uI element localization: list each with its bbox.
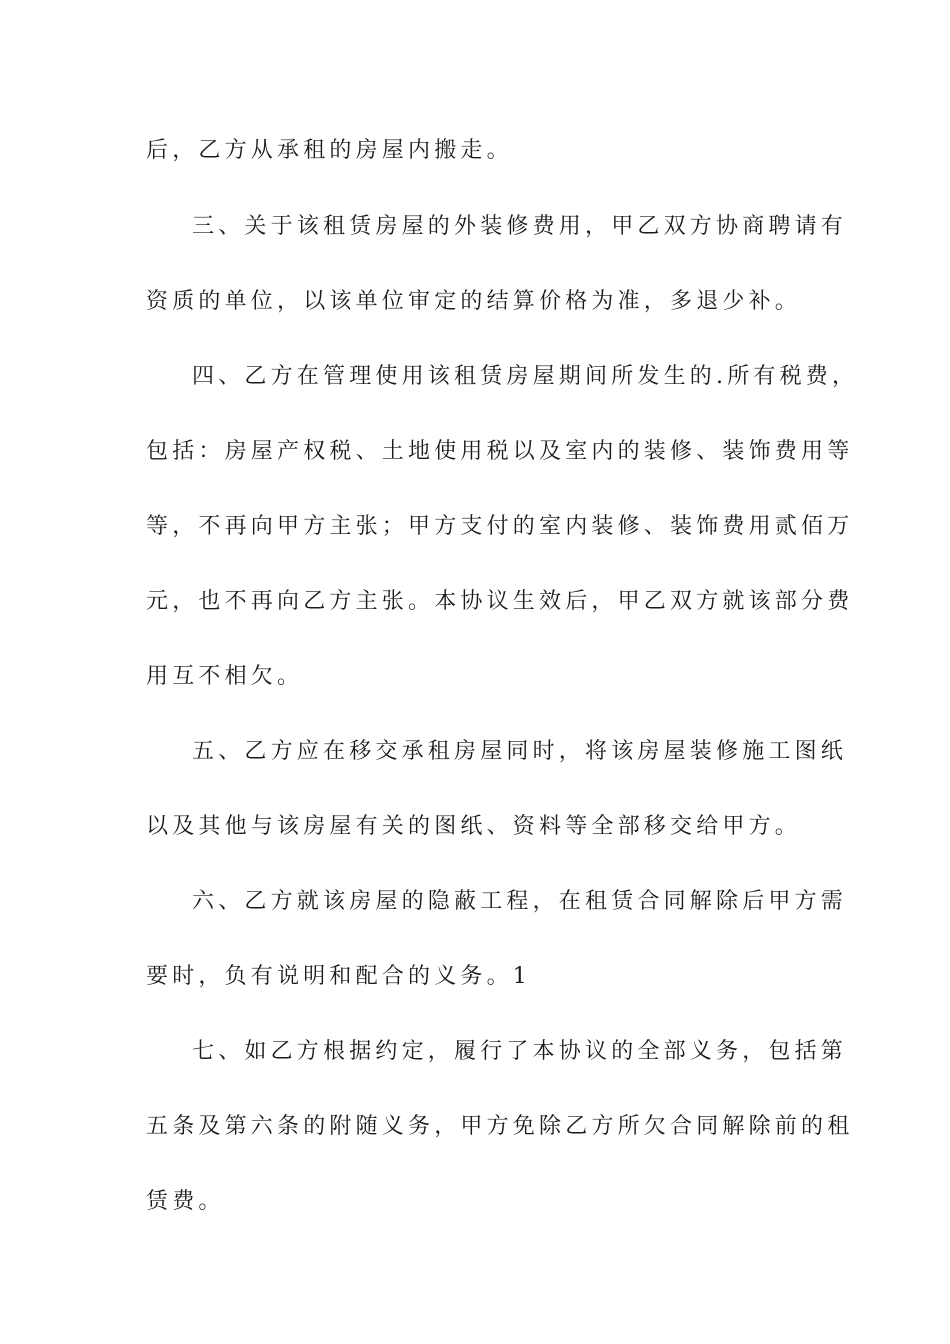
- text-line: 后，乙方从承租的房屋内搬走。: [146, 138, 513, 163]
- text-line: 要时，负有说明和配合的义务。1: [146, 964, 531, 989]
- text-line: 赁费。: [146, 1189, 225, 1214]
- text-line: 七、如乙方根据约定，履行了本协议的全部义务，包括第: [192, 1039, 848, 1064]
- text-line: 等，不再向甲方主张；甲方支付的室内装修、装饰费用贰佰万: [146, 514, 854, 539]
- text-line: 元，也不再向乙方主张。本协议生效后，甲乙双方就该部分费: [146, 589, 854, 614]
- text-line: 以及其他与该房屋有关的图纸、资料等全部移交给甲方。: [146, 814, 802, 839]
- text-line: 六、乙方就该房屋的隐蔽工程，在租赁合同解除后甲方需: [192, 889, 848, 914]
- text-line: 用互不相欠。: [146, 664, 304, 689]
- text-line: 五、乙方应在移交承租房屋同时，将该房屋装修施工图纸: [192, 739, 848, 764]
- text-line: 三、关于该租赁房屋的外装修费用，甲乙双方协商聘请有: [192, 214, 848, 239]
- text-line: 包括：房屋产权税、土地使用税以及室内的装修、装饰费用等: [146, 439, 854, 464]
- text-line: 五条及第六条的附随义务，甲方免除乙方所欠合同解除前的租: [146, 1114, 854, 1139]
- text-line: 资质的单位，以该单位审定的结算价格为准，多退少补。: [146, 289, 802, 314]
- text-line: 四、乙方在管理使用该租赁房屋期间所发生的.所有税费，: [192, 364, 859, 389]
